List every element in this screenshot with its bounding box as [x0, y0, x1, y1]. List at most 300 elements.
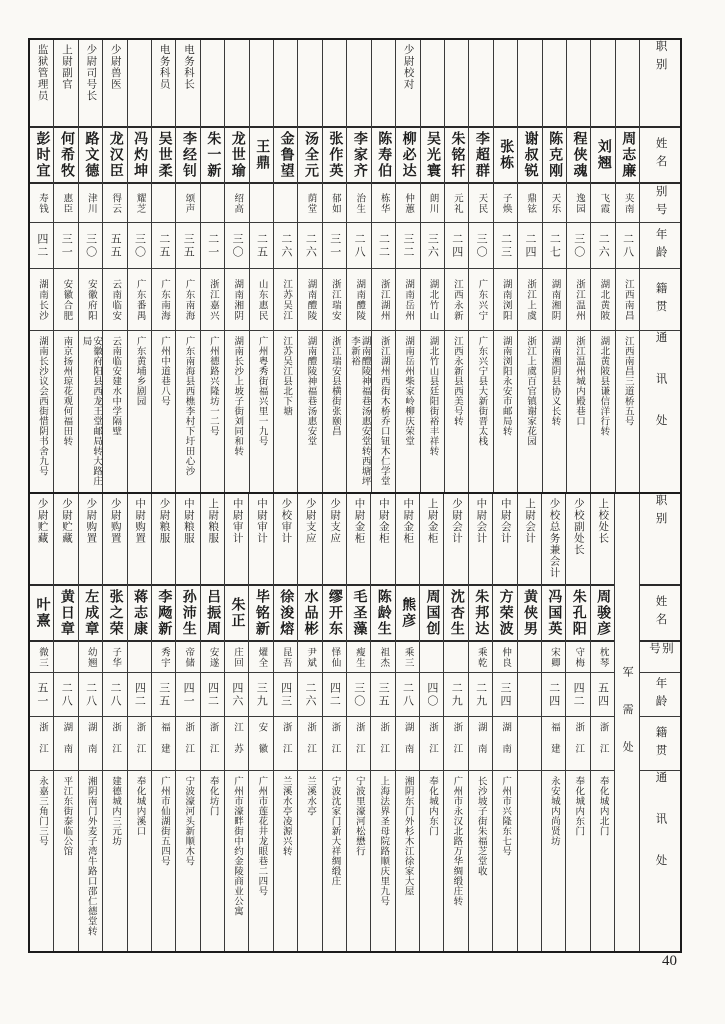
native-place-cell-text: 浙江 — [329, 721, 340, 766]
native-place-cell-text: 湖南醴陵 — [305, 278, 316, 321]
address-cell — [249, 770, 272, 951]
person-name-cell-text: 熊彦 — [400, 597, 416, 629]
address-cell — [54, 770, 77, 951]
age-cell-text: 四二 — [328, 681, 341, 708]
address-cell-text: 兰溪水亭凌源兴转 — [280, 776, 291, 856]
native-place-cell-text: 广东番禺 — [134, 278, 145, 321]
address-cell-text: 广州市莲花井龙眼巷二四号 — [256, 776, 267, 896]
job-title-cell-text: 监狱管理员 — [36, 44, 48, 102]
courtesy-name-cell — [225, 182, 248, 222]
native-place-cell-text: 浙江上虞 — [525, 278, 536, 321]
person-column — [517, 494, 541, 951]
courtesy-name-cell-text: 朗川 — [427, 192, 438, 214]
person-column — [346, 494, 370, 951]
native-place-cell — [469, 716, 492, 770]
courtesy-name-cell — [566, 640, 589, 672]
courtesy-name-cell-text: 飞霞 — [598, 192, 609, 214]
address-cell-text: 湖南长沙上坡子街刘同和转 — [232, 336, 243, 456]
person-name-cell — [30, 584, 53, 640]
age-cell-text: 二七 — [548, 232, 561, 259]
native-place-cell-text: 浙江 — [378, 721, 389, 766]
person-name-cell-text: 冯国英 — [546, 589, 562, 637]
row-header-2-text: 别号 — [654, 185, 667, 221]
job-title-cell-text: 中尉审计 — [231, 498, 243, 544]
job-title-cell-text: 少校总务兼会计 — [548, 498, 560, 579]
age-cell-text: 四六 — [230, 681, 243, 708]
job-title-cell — [79, 494, 102, 584]
age-cell-text: 二九 — [450, 681, 463, 708]
address-cell — [396, 770, 419, 951]
person-name-cell — [176, 584, 199, 640]
department-divider-column — [614, 494, 639, 951]
native-place-cell — [347, 268, 370, 330]
address-cell-text: 宁波里濠河松懋行 — [353, 776, 364, 856]
courtesy-name-cell-text: 燿全 — [256, 646, 267, 668]
native-place-cell-text: 浙江瑞安 — [329, 278, 340, 321]
person-name-cell-text: 徐浚熔 — [278, 589, 294, 637]
age-cell-text: 二八 — [401, 681, 414, 708]
age-cell — [323, 222, 346, 268]
address-cell-text: 湖南岳州柴家岭柳庆荣堂 — [403, 336, 414, 446]
person-name-cell — [128, 584, 151, 640]
address-cell — [469, 330, 492, 492]
age-cell — [616, 222, 639, 268]
native-place-cell-text: 广东南海 — [159, 278, 170, 321]
person-name-cell — [616, 126, 639, 182]
person-name-cell-text: 张作英 — [327, 131, 343, 179]
native-place-cell-text: 浙江嘉兴 — [207, 278, 218, 321]
age-cell-text: 二四 — [523, 232, 536, 259]
person-column — [78, 40, 102, 492]
address-cell — [567, 330, 590, 492]
job-title-cell-text: 电务科员 — [158, 44, 170, 90]
age-cell — [347, 672, 370, 716]
native-place-cell-text: 浙江 — [110, 721, 121, 766]
courtesy-name-cell — [469, 640, 492, 672]
courtesy-name-cell — [591, 182, 614, 222]
address-cell — [518, 770, 541, 951]
address-cell-text: 湖北黄陂县谦信洋行转 — [598, 336, 609, 436]
native-place-cell-text: 浙江温州 — [573, 278, 584, 321]
age-cell — [566, 672, 589, 716]
job-title-cell — [566, 494, 589, 584]
job-title-cell — [30, 40, 53, 126]
person-name-cell — [493, 584, 516, 640]
age-cell — [371, 672, 394, 716]
age-cell-text: 二六 — [597, 232, 610, 259]
person-name-cell — [201, 126, 224, 182]
courtesy-name-cell-text: 津川 — [85, 192, 96, 214]
age-cell — [444, 672, 467, 716]
courtesy-name-cell — [176, 640, 199, 672]
job-title-cell-text: 少尉购置 — [85, 498, 97, 544]
job-title-cell — [274, 494, 297, 584]
native-place-cell-text: 湖北黄陂 — [598, 278, 609, 321]
job-title-cell — [347, 40, 370, 126]
job-title-cell — [396, 40, 419, 126]
person-name-cell-text: 路文德 — [83, 131, 99, 179]
native-place-cell-text: 浙江 — [305, 721, 316, 766]
native-place-cell-text: 浙江 — [597, 721, 608, 766]
age-cell — [30, 672, 53, 716]
person-name-cell-text: 方荣波 — [497, 589, 513, 637]
native-place-cell — [250, 268, 273, 330]
person-name-cell — [250, 126, 273, 182]
person-name-cell — [542, 584, 565, 640]
age-cell — [591, 222, 614, 268]
age-cell-text: 四〇 — [425, 681, 438, 708]
courtesy-name-cell — [298, 640, 321, 672]
native-place-cell-text: 江苏吴江 — [281, 278, 292, 321]
person-column — [30, 40, 53, 492]
native-place-cell-text: 安徽 — [256, 721, 267, 766]
row-header-5 — [640, 330, 680, 492]
job-title-cell — [542, 494, 565, 584]
native-place-cell-text: 湖南 — [85, 721, 96, 766]
address-cell-text: 南京扬州琼花观何福田转 — [61, 336, 72, 446]
person-name-cell-text: 柳必达 — [400, 131, 416, 179]
address-cell — [298, 330, 321, 492]
native-place-cell — [567, 268, 590, 330]
age-cell — [372, 222, 395, 268]
age-cell-text: 二九 — [474, 681, 487, 708]
courtesy-name-cell — [420, 640, 443, 672]
native-place-cell — [54, 716, 77, 770]
person-column — [493, 40, 517, 492]
courtesy-name-cell-text: 怿仙 — [329, 646, 340, 668]
row-header-1-text: 姓名 — [654, 595, 667, 631]
courtesy-name-cell — [201, 182, 224, 222]
job-title-cell-text: 少尉司号长 — [85, 44, 97, 102]
person-column — [444, 40, 468, 492]
job-title-cell-text: 中尉粮服 — [182, 498, 194, 544]
person-name-cell — [396, 126, 419, 182]
native-place-cell — [396, 716, 419, 770]
person-name-cell — [444, 584, 467, 640]
roster-section-top — [30, 40, 680, 494]
age-cell — [176, 222, 199, 268]
job-title-cell-text: 少尉粮服 — [158, 498, 170, 544]
age-cell — [79, 672, 102, 716]
native-place-cell — [201, 716, 224, 770]
person-name-cell — [543, 126, 566, 182]
person-name-cell — [518, 126, 541, 182]
person-column — [395, 40, 419, 492]
address-cell — [347, 770, 370, 951]
native-place-cell — [591, 716, 614, 770]
courtesy-name-cell — [591, 640, 614, 672]
address-cell-text: 永嘉三角门三号 — [37, 776, 47, 846]
person-name-cell — [176, 126, 199, 182]
row-header-3-text: 年龄 — [654, 227, 667, 264]
courtesy-name-cell — [494, 182, 517, 222]
address-cell — [323, 770, 346, 951]
job-title-cell-text: 少尉校对 — [402, 44, 414, 90]
address-cell — [445, 330, 468, 492]
address-cell-text: 湖北竹山县廷阳街裕丰祥转 — [427, 336, 438, 456]
address-cell-text: 江苏吴江县北下塘 — [281, 336, 292, 416]
row-header-4 — [640, 716, 680, 770]
age-cell-text: 三六 — [426, 232, 439, 259]
courtesy-name-cell-text: 耀芝 — [134, 192, 145, 214]
person-name-cell-text: 彭时宜 — [34, 131, 50, 179]
person-name-cell-text: 李家齐 — [351, 131, 367, 179]
age-cell-text: 三五 — [157, 681, 170, 708]
person-name-cell-text: 陈龄生 — [375, 589, 391, 637]
address-cell — [347, 330, 370, 492]
courtesy-name-cell — [347, 640, 370, 672]
native-place-cell-text: 江西南昌 — [622, 278, 633, 321]
courtesy-name-cell-text: 瘦生 — [353, 646, 364, 668]
person-column — [102, 40, 126, 492]
age-cell-text: 四二 — [133, 681, 146, 708]
person-name-cell — [323, 584, 346, 640]
address-cell-text: 广州市仙湖街五四号 — [158, 776, 169, 866]
person-name-cell-text: 朱铭轩 — [449, 131, 465, 179]
address-cell-text: 安徽府阳县西龙王堂邮局转大路庄局 — [80, 336, 102, 486]
address-cell-text: 宁波濠河头新顺木号 — [183, 776, 194, 866]
courtesy-name-cell-text: 子焕 — [500, 192, 511, 214]
person-column — [590, 40, 614, 492]
job-title-cell — [421, 40, 444, 126]
courtesy-name-cell — [347, 182, 370, 222]
job-title-cell-text: 上尉副官 — [60, 44, 72, 90]
person-name-cell-text: 蒋志康 — [132, 589, 148, 637]
person-column — [615, 40, 639, 492]
age-cell — [494, 222, 517, 268]
person-name-cell — [274, 584, 297, 640]
person-name-cell-text: 毕铭新 — [253, 589, 269, 637]
native-place-cell-text: 湖南 — [61, 721, 72, 766]
address-cell-text: 广东黄埔乡剧园 — [134, 336, 145, 406]
person-column — [419, 494, 443, 951]
person-name-cell-text: 程侠魂 — [571, 131, 587, 179]
job-title-cell — [176, 40, 199, 126]
native-place-cell-text: 湖南 — [402, 721, 413, 766]
job-title-cell-text: 少尉购置 — [109, 498, 121, 544]
job-title-cell — [567, 40, 590, 126]
address-cell — [616, 330, 639, 492]
address-cell-text: 广州粤秀街福兴里一九号 — [256, 336, 267, 446]
address-cell — [372, 330, 395, 492]
personnel-roster-table — [28, 38, 682, 953]
person-name-cell — [494, 126, 517, 182]
person-name-cell-text: 张之荣 — [107, 589, 123, 637]
age-cell — [249, 672, 272, 716]
age-cell — [225, 672, 248, 716]
courtesy-name-cell-text: 治生 — [354, 192, 365, 214]
native-place-cell-text: 湖南湘阴 — [232, 278, 243, 321]
courtesy-name-cell — [30, 640, 53, 672]
person-name-cell-text: 朱正 — [229, 597, 245, 629]
courtesy-name-cell — [152, 182, 175, 222]
courtesy-name-cell — [249, 640, 272, 672]
person-name-cell-text: 毛圣藻 — [351, 589, 367, 637]
person-name-cell-text: 朱邦达 — [473, 589, 489, 637]
row-header-4-text: 籍贯 — [654, 725, 667, 762]
person-column — [78, 494, 102, 951]
person-name-cell — [469, 584, 492, 640]
native-place-cell — [79, 716, 102, 770]
age-cell — [274, 672, 297, 716]
job-title-cell — [469, 40, 492, 126]
job-title-cell-text: 少尉会计 — [450, 498, 462, 544]
person-name-cell-text: 周骏彦 — [595, 589, 611, 637]
job-title-cell — [444, 494, 467, 584]
person-column — [102, 494, 126, 951]
age-cell — [274, 222, 297, 268]
address-cell — [274, 330, 297, 492]
address-cell — [591, 330, 614, 492]
address-cell — [225, 770, 248, 951]
native-place-cell-text: 湖南岳州 — [403, 278, 414, 321]
person-name-cell — [225, 126, 248, 182]
address-cell — [274, 770, 297, 951]
native-place-cell — [298, 716, 321, 770]
person-name-cell — [591, 584, 614, 640]
job-title-cell — [420, 494, 443, 584]
job-title-cell-text: 中尉会计 — [499, 498, 511, 544]
address-cell — [225, 330, 248, 492]
age-cell-text: 二一 — [206, 232, 219, 259]
courtesy-name-cell-text: 幼翘 — [85, 646, 96, 668]
address-cell-text: 奉化城内溪口 — [134, 776, 145, 836]
native-place-cell-text: 安徽府阳 — [85, 278, 96, 321]
age-cell — [323, 672, 346, 716]
age-cell-text: 三〇 — [352, 681, 365, 708]
address-cell-text: 广州市兴隆东七号 — [500, 776, 511, 856]
native-place-cell — [103, 268, 126, 330]
job-title-cell — [616, 40, 639, 126]
job-title-cell — [54, 40, 77, 126]
courtesy-name-cell — [128, 640, 151, 672]
job-title-cell-text: 少尉兽医 — [109, 44, 121, 90]
age-cell-text: 二四 — [547, 681, 560, 708]
row-header-4 — [640, 268, 680, 330]
person-column — [420, 40, 444, 492]
native-place-cell-text: 湖南长沙 — [37, 278, 48, 321]
address-cell-text: 江西南昌三道桥五号 — [622, 336, 633, 426]
address-cell — [421, 330, 444, 492]
person-column — [224, 494, 248, 951]
age-cell-text: 二八 — [60, 681, 73, 708]
native-place-cell — [298, 268, 321, 330]
native-place-cell-text: 安徽合肥 — [61, 278, 72, 321]
courtesy-name-cell — [54, 640, 77, 672]
native-place-cell-text: 浙江 — [427, 721, 437, 766]
age-cell-text: 三一 — [60, 232, 73, 259]
person-name-cell — [566, 584, 589, 640]
job-title-cell-text: 少尉支应 — [304, 498, 316, 544]
person-name-cell — [323, 126, 346, 182]
person-name-cell-text: 吴世柔 — [156, 131, 172, 179]
address-cell — [543, 330, 566, 492]
age-cell-text: 二六 — [279, 232, 292, 259]
age-cell — [54, 672, 77, 716]
person-name-cell-text: 黄侠男 — [522, 589, 538, 637]
native-place-cell — [152, 716, 175, 770]
address-cell — [420, 770, 443, 951]
person-name-cell — [567, 126, 590, 182]
person-column — [297, 40, 321, 492]
native-place-cell — [176, 716, 199, 770]
job-title-cell — [372, 40, 395, 126]
age-cell-text: 四二 — [572, 681, 585, 708]
row-header-0 — [640, 494, 680, 584]
job-title-cell-text: 少尉贮藏 — [60, 498, 72, 544]
native-place-cell-text: 山东惠民 — [256, 278, 267, 321]
person-column — [127, 494, 151, 951]
native-place-cell-text: 湖南 — [475, 721, 486, 766]
courtesy-name-cell-text: 栋华 — [378, 192, 389, 214]
address-cell-text: 奉化城内北门 — [597, 776, 608, 836]
courtesy-name-cell-text: 绍高 — [232, 192, 243, 214]
courtesy-name-cell-text: 夹南 — [622, 192, 633, 214]
age-cell-text: 五五 — [109, 232, 122, 259]
age-cell — [298, 222, 321, 268]
job-title-cell — [152, 40, 175, 126]
address-cell — [152, 770, 175, 951]
roster-section-quartermaster — [30, 494, 680, 951]
age-cell — [518, 672, 541, 716]
job-title-cell — [298, 494, 321, 584]
native-place-cell — [494, 268, 517, 330]
courtesy-name-cell-text: 宋卿 — [548, 646, 559, 668]
job-title-cell — [543, 40, 566, 126]
department-label-text: 军需处 — [621, 666, 634, 779]
person-column — [297, 494, 321, 951]
person-column — [175, 494, 199, 951]
age-cell — [250, 222, 273, 268]
courtesy-name-cell-text: 子华 — [110, 646, 121, 668]
courtesy-name-cell — [542, 640, 565, 672]
age-cell — [128, 222, 151, 268]
person-name-cell-text: 黄日章 — [58, 589, 74, 637]
person-column — [273, 40, 297, 492]
courtesy-name-cell-text: 微三 — [37, 646, 47, 668]
courtesy-name-cell — [469, 182, 492, 222]
courtesy-name-cell-text: 帝储 — [183, 646, 194, 668]
native-place-cell-text: 浙江 — [573, 721, 584, 766]
person-column — [249, 40, 273, 492]
row-header-0-text: 职别 — [654, 494, 667, 530]
native-place-cell — [518, 268, 541, 330]
courtesy-name-cell-text: 颂声 — [183, 192, 194, 214]
person-column — [127, 40, 151, 492]
age-cell — [396, 222, 419, 268]
age-cell — [103, 672, 126, 716]
native-place-cell — [201, 268, 224, 330]
person-column — [370, 494, 394, 951]
row-header-2 — [640, 182, 680, 222]
courtesy-name-cell-text: 乘三 — [402, 646, 413, 668]
courtesy-name-cell-text: 昆吾 — [280, 646, 291, 668]
native-place-cell-text: 湖南浏阳 — [500, 278, 511, 321]
age-cell-text: 三九 — [255, 681, 268, 708]
person-column — [590, 494, 614, 951]
person-name-cell-text: 朱孔阳 — [570, 589, 586, 637]
page-number: 40 — [662, 953, 677, 969]
job-title-cell — [396, 494, 419, 584]
native-place-cell — [225, 716, 248, 770]
address-cell — [250, 330, 273, 492]
person-name-cell — [249, 584, 272, 640]
person-name-cell — [152, 126, 175, 182]
job-title-cell — [128, 40, 151, 126]
courtesy-name-cell-text: 郁如 — [329, 192, 340, 214]
person-name-cell-text: 陈寿伯 — [376, 131, 392, 179]
address-cell-text: 永安城内尚贤坊 — [548, 776, 559, 846]
